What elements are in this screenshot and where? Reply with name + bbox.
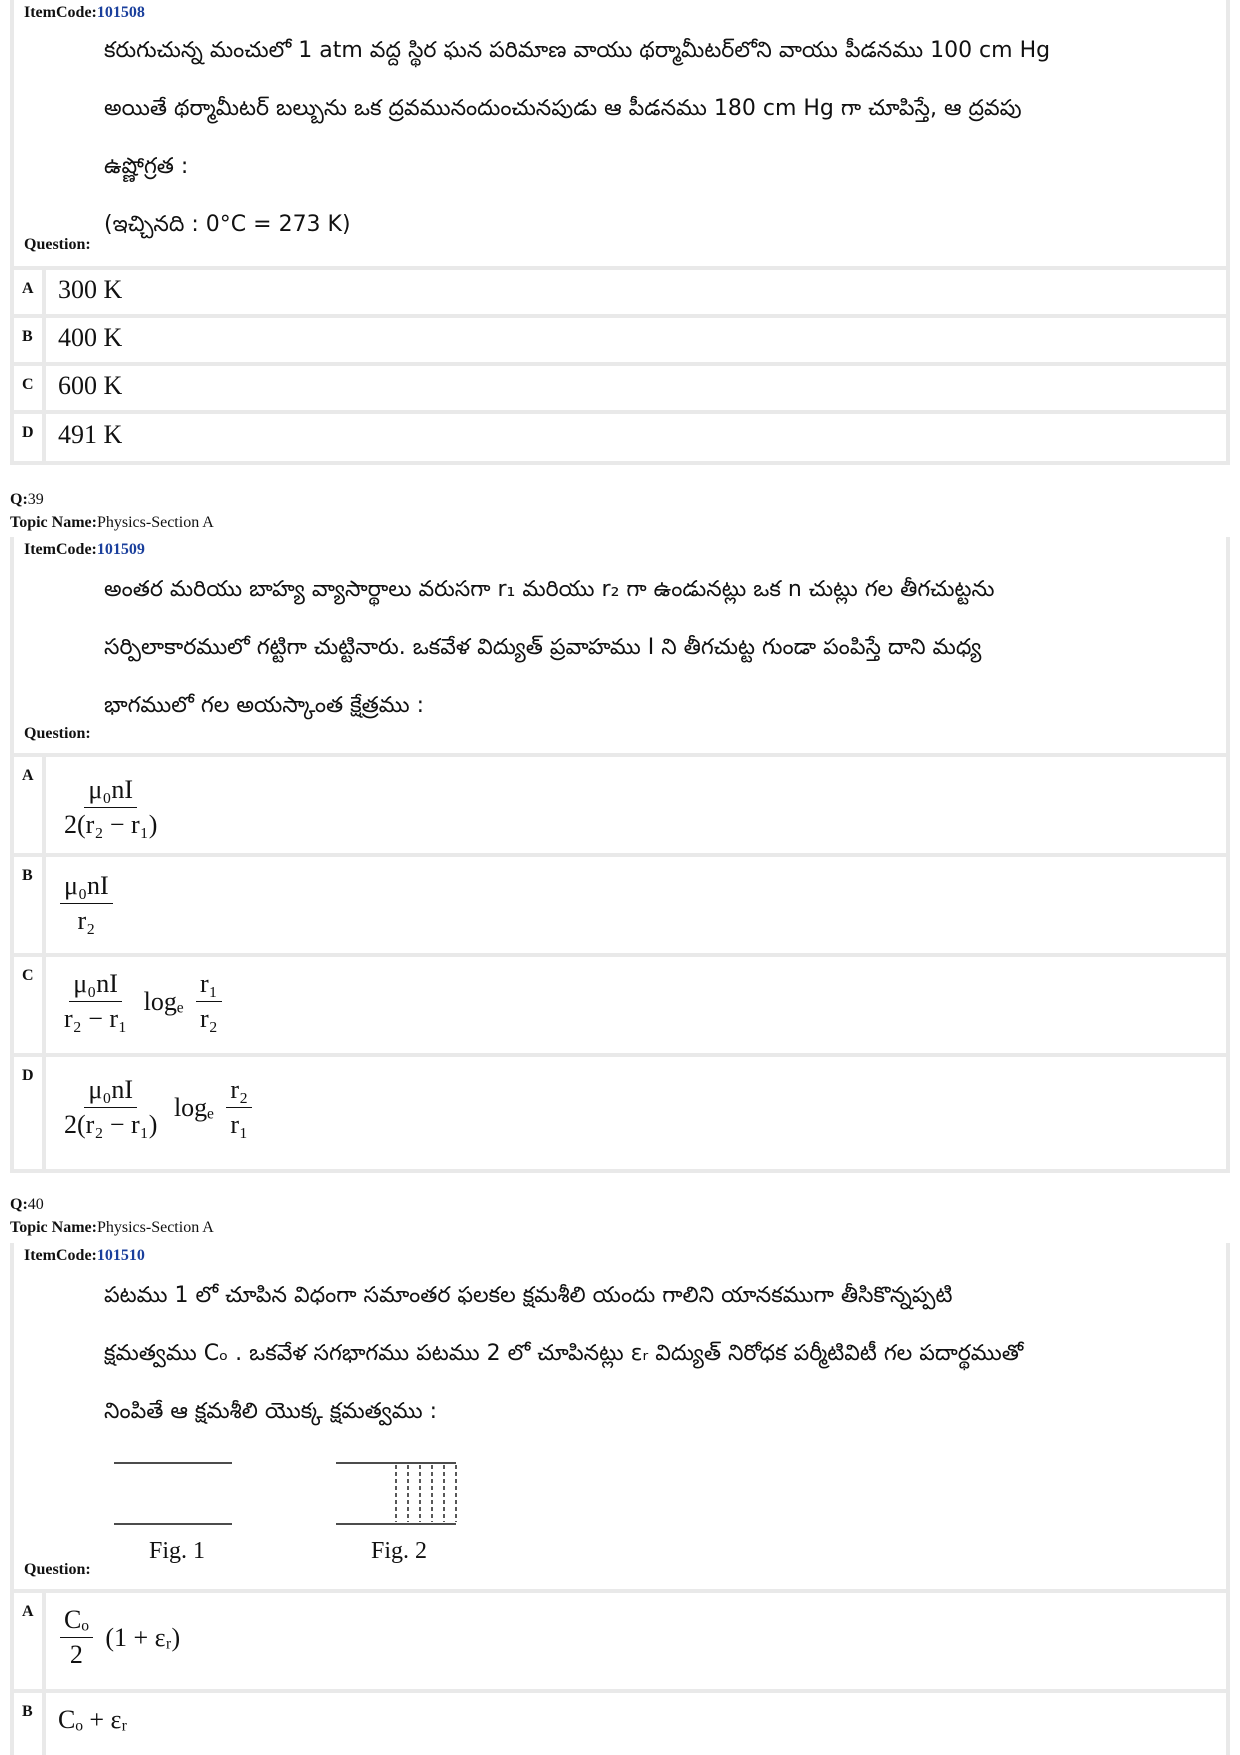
fraction: $\frac{\text{μ₀nI}}{\text{r₂}}$ <box>60 871 113 936</box>
option-letter: B <box>14 318 42 362</box>
question-text <box>104 561 1216 735</box>
option-a[interactable] <box>14 757 1226 853</box>
option-text: 400 K <box>46 318 1226 362</box>
fraction: $\frac{\text{μ₀nI}}{\text{2(r₂ − r₁)}}$ <box>64 775 158 839</box>
question-block-39 <box>10 537 1230 1173</box>
question-line: కరుగుచున్న మంచులో 1 atm వద్ద స్థిర ఘన పరిమాణ వాయు థర్మామీటర్‌లోని వాయు పీడనము 100 cm Hg <box>104 38 1051 63</box>
topic-name: Topic Name:Physics-Section A <box>10 1219 214 1236</box>
option-text: 491 K <box>46 414 1226 461</box>
question-line: క్షమత్వము Cₒ . ఒకవేళ సగభాగము పటము 2 లో చూపినట్లు εᵣ విద్యుత్ నిరోధక పర్మీటివిటీ గల పదార్థముతో <box>104 1341 1024 1366</box>
option-letter: A <box>14 270 42 314</box>
question-panel <box>10 1243 1230 1593</box>
option-letter: C <box>14 366 42 410</box>
option-text: 600 K <box>46 366 1226 410</box>
option-letter: D <box>14 414 42 461</box>
question-panel <box>10 0 1230 270</box>
item-code: ItemCode:101509 <box>24 541 145 558</box>
question-block-40 <box>10 1243 1230 1755</box>
option-letter: B <box>14 857 42 953</box>
question-line: పటము 1 లో చూపిన విధంగా సమాంతర ఫలకల క్షమశీలి యందు గాలిని యానకముగా తీసికొన్నప్పటి <box>104 1283 953 1308</box>
question-label: Question: <box>24 236 91 253</box>
question-line: సర్పిలాకారములో గట్టిగా చుట్టినారు. ఒకవేళ విద్యుత్ ప్రవాహము I ని తీగచుట్ట గుండా పంపిస్తే దాని మధ్య <box>104 635 982 660</box>
topic-name: Topic Name:Physics-Section A <box>10 514 214 531</box>
option-c[interactable] <box>14 366 1226 410</box>
question-line: అయితే థర్మామీటర్ బల్బును ఒక ద్రవమునందుంచునపుడు ఆ పీడనము 180 cm Hg గా చూపిస్తే, ఆ ద్రవపు <box>104 96 1022 121</box>
question-line: అంతర మరియు బాహ్య వ్యాసార్థాలు వరుసగా r₁ మరియు r₂ గా ఉండునట్లు ఒక n చుట్లు గల తీగచుట్టను <box>104 577 995 602</box>
option-formula <box>46 857 1226 953</box>
fraction: $\frac{\text{Cₒ}}{2}$ <box>60 1605 93 1670</box>
question-line: నింపితే ఆ క్షమశీలి యొక్క క్షమత్వము : <box>104 1399 438 1424</box>
option-formula <box>46 1593 1226 1689</box>
question-text <box>104 1267 1216 1441</box>
fraction: $\frac{\text{r₂}}{\text{r₁}}$ <box>226 1075 252 1140</box>
question-number: Q:39 <box>10 491 44 508</box>
option-a[interactable] <box>14 270 1226 314</box>
question-line: భాగములో గల అయస్కాంత క్షేత్రము : <box>104 693 425 718</box>
question-line: ఉష్ణోగ్రత : <box>104 154 189 179</box>
fraction: $\frac{\text{μ₀nI}}{\text{2(r₂ − r₁)}}$ <box>64 1075 158 1139</box>
log-term: logₑ <box>143 986 184 1016</box>
option-d[interactable] <box>14 1057 1226 1169</box>
question-label: Question: <box>24 725 91 742</box>
item-code: ItemCode:101510 <box>24 1247 145 1264</box>
question-block-38 <box>10 0 1230 465</box>
question-panel <box>10 537 1230 757</box>
option-tail: (1 + εᵣ) <box>105 1622 181 1652</box>
option-a[interactable] <box>14 1593 1226 1689</box>
dielectric-hatch <box>396 1465 456 1522</box>
option-text: Cₒ + εᵣ <box>46 1693 1226 1755</box>
option-formula <box>46 757 1226 853</box>
option-c[interactable] <box>14 957 1226 1053</box>
option-b[interactable] <box>14 318 1226 362</box>
option-formula <box>46 957 1226 1053</box>
fig2-label: Fig. 2 <box>371 1538 428 1564</box>
fraction: $\frac{\text{r₁}}{\text{r₂}}$ <box>196 969 222 1034</box>
log-term: logₑ <box>173 1092 214 1122</box>
question-text <box>104 22 1216 254</box>
question-line: (ఇచ్చినది : 0°C = 273 K) <box>104 212 351 237</box>
option-b[interactable] <box>14 857 1226 953</box>
option-letter: C <box>14 957 42 1053</box>
option-b[interactable] <box>14 1693 1226 1755</box>
option-d[interactable] <box>14 414 1226 461</box>
option-text: 300 K <box>46 270 1226 314</box>
option-letter: A <box>14 1593 42 1689</box>
fraction: $\frac{\text{μ₀nI}}{\text{r₂ − r₁}}$ <box>64 969 128 1033</box>
fig1-label: Fig. 1 <box>149 1538 206 1564</box>
question-label: Question: <box>24 1561 91 1578</box>
item-code: ItemCode:101508 <box>24 4 145 21</box>
option-letter: D <box>14 1057 42 1169</box>
option-letter: A <box>14 757 42 853</box>
option-formula <box>46 1057 1226 1169</box>
question-number: Q:40 <box>10 1196 44 1213</box>
option-letter: B <box>14 1693 42 1755</box>
